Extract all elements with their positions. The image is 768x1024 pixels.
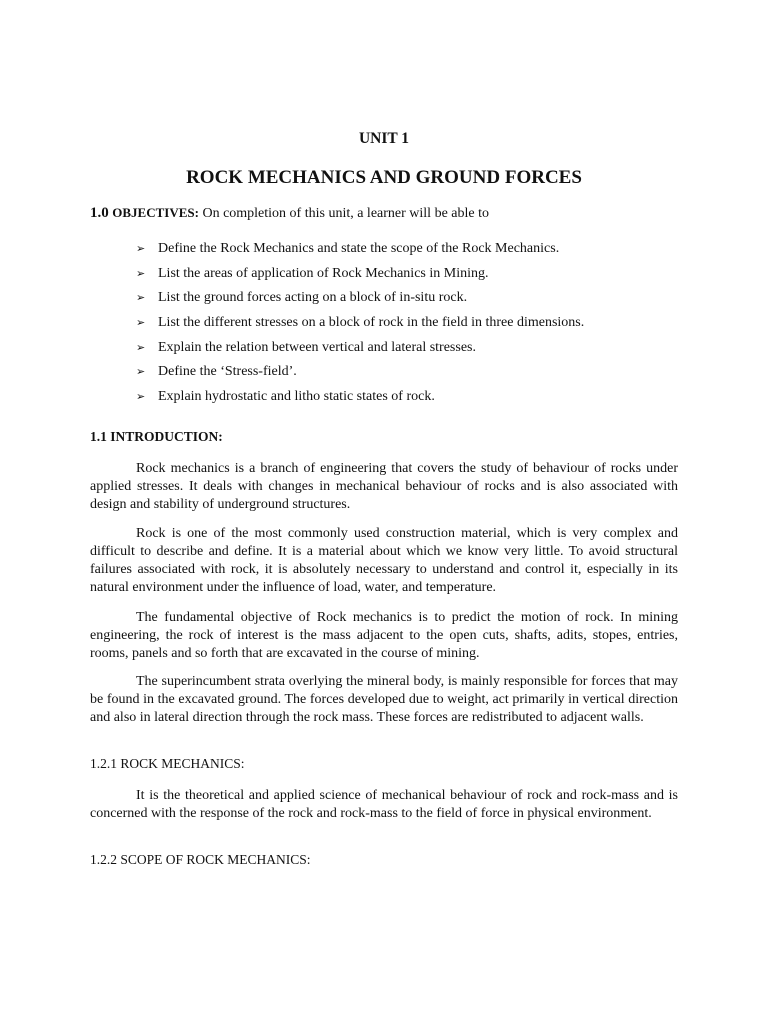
rock-mechanics-heading: 1.2.1 ROCK MECHANICS: <box>90 756 245 771</box>
rock-mechanics-paragraph: It is the theoretical and applied science of mechanical behaviour of rock and rock-mass and is concerned with the response of the rock and rock-mass to the field of force in physical environment. <box>90 788 678 821</box>
list-item-text: Explain the relation between vertical and lateral stresses. <box>158 339 476 355</box>
list-item-text: List the areas of application of Rock Mechanics in Mining. <box>158 265 489 281</box>
introduction-heading: 1.1 INTRODUCTION: <box>90 429 223 444</box>
objectives-heading <box>90 205 489 222</box>
list-item <box>136 314 584 339</box>
list-item-text: List the different stresses on a block of rock in the field in three dimensions. <box>158 315 585 331</box>
scope-heading: 1.2.2 SCOPE OF ROCK MECHANICS: <box>90 852 311 867</box>
list-item-text: Define the Rock Mechanics and state the scope of the Rock Mechanics. <box>158 241 560 256</box>
list-item <box>136 363 584 388</box>
list-item-text: Explain hydrostatic and litho static states of rock. <box>158 389 435 405</box>
list-item <box>136 265 584 290</box>
objectives-text: On completion of this unit, a learner will be able to <box>198 206 489 221</box>
list-item <box>136 339 584 364</box>
arrow-bullet-icon: ➢ <box>136 391 146 404</box>
list-item <box>136 240 584 265</box>
arrow-bullet-icon: ➢ <box>136 366 146 379</box>
unit-label: UNIT 1 <box>358 130 410 147</box>
objectives-label: OBJECTIVES: <box>112 205 199 220</box>
list-item-text: List the ground forces acting on a block of in-situ rock. <box>158 290 468 306</box>
list-item <box>136 289 584 314</box>
list-item-text: Define the ‘Stress-field’. <box>158 364 297 380</box>
arrow-bullet-icon: ➢ <box>136 267 146 280</box>
list-item <box>136 388 584 413</box>
arrow-bullet-icon: ➢ <box>136 317 146 330</box>
objectives-number: 1.0 <box>90 205 109 221</box>
arrow-bullet-icon: ➢ <box>136 341 146 354</box>
intro-paragraph-3: The fundamental objective of Rock mechanics is to predict the motion of rock. In mining engineering, the rock of interest is the mass adjacent to the open cuts, shafts, adits, stopes, entries, rooms, panels and so forth that are excavated in the course of mining. <box>90 610 678 661</box>
intro-paragraph-2: Rock is one of the most commonly used construction material, which is very complex and difficult to describe and define. It is a material about which we know very little. To avoid structural failures associated with rock, it is absolutely necessary to understand and control it, especially in its natural environment under the influence of load, water, and temperature. <box>90 526 678 595</box>
intro-paragraph-4: The superincumbent strata overlying the mineral body, is mainly responsible for forces that may be found in the excavated ground. The forces developed due to weight, act primarily in vertical direction and also in lateral direction through the rock mass. These forces are redistributed to adjacent walls. <box>90 674 678 725</box>
arrow-bullet-icon: ➢ <box>136 292 146 305</box>
arrow-bullet-icon: ➢ <box>136 243 146 255</box>
page-title: ROCK MECHANICS AND GROUND FORCES <box>186 167 582 188</box>
intro-paragraph-1: Rock mechanics is a branch of engineering that covers the study of behaviour of rocks under applied stresses. It deals with changes in mechanical behaviour of rocks and is also associated with design and stability of underground structures. <box>90 461 678 512</box>
objectives-list <box>136 240 584 413</box>
